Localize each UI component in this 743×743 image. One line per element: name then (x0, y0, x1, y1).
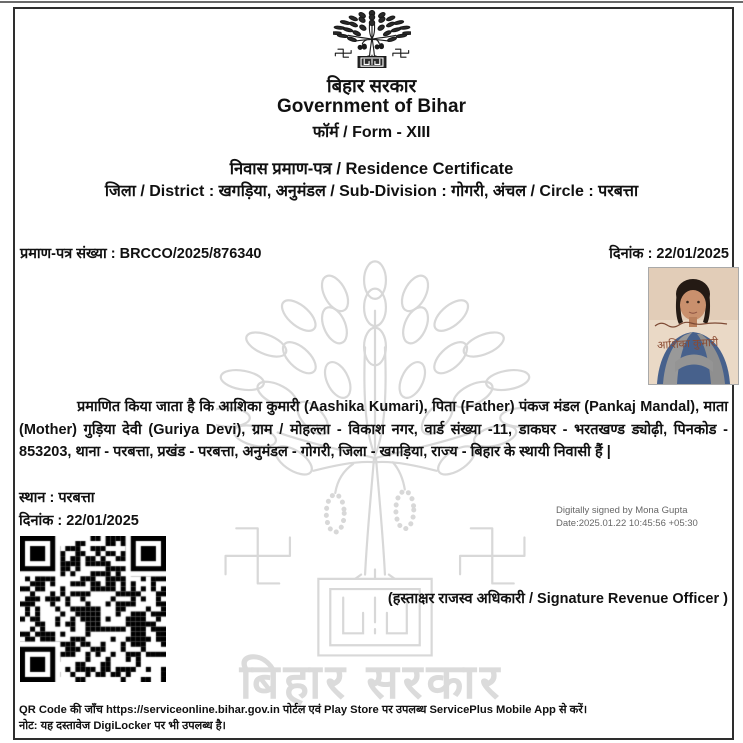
certificate-date-label: दिनांक : (609, 246, 657, 262)
digital-signature-block (556, 505, 698, 530)
page-top-edge (0, 1, 743, 3)
certificate-date-value: 22/01/2025 (656, 246, 729, 262)
footer-digilocker-note: नोट: यह दस्तावेज DigiLocker पर भी उपलब्ध है। (19, 719, 226, 732)
place-line (19, 487, 95, 507)
certificate-number (20, 243, 261, 263)
signing-date-value: 22/01/2025 (66, 513, 139, 529)
footer-notes (19, 703, 719, 734)
watermark-text: बिहार सरकार (239, 656, 504, 709)
title-english: Government of Bihar (277, 96, 466, 117)
revenue-officer-signature-line: (हस्ताक्षर राजस्व अधिकारी / Signature Revenue Officer ) (387, 591, 728, 607)
applicant-photo (648, 267, 739, 385)
digital-signature-line2: Date:2025.01.22 10:45:56 +05:30 (556, 517, 698, 529)
photo-signature-text: आशिका कुमारी (656, 336, 719, 352)
digital-signature-line1: Digitally signed by Mona Gupta (556, 505, 688, 516)
certificate-number-label: प्रमाण-पत्र संख्या : (20, 246, 120, 262)
place-value: परबत्ता (58, 490, 95, 506)
certificate-number-value: BRCCO/2025/876340 (119, 246, 262, 262)
place-label: स्थान : (19, 490, 59, 506)
certificate-body-paragraph: प्रमाणित किया जाता है कि आशिका कुमारी (Aashika Kumari), पिता (Father) पंकज मंडल (Pankaj Mandal), माता (Mother) गुड़िया देवी (Guriya Devi), ग्राम / मोहल्ला - विकाश नगर, वार्ड संख्या -11, डाकघर - भरतखण्ड ड्योढ़ी, पिनकोड - 853203, थाना - परबत्ता, प्रखंड - परबत्ता, अनुमंडल - गोगरी, जिला - खगड़िया, राज्य - बिहार के स्थायी निवासी हैं | (19, 399, 728, 460)
certificate-title: निवास प्रमाण-पत्र / Residence Certificate (229, 160, 514, 178)
footer-qr-note: QR Code की जाँच https://serviceonline.bihar.gov.in पोर्टल एवं Play Store पर उपलब्ध ServicePlus Mobile App से करें। (19, 704, 588, 716)
signing-date-line (19, 510, 139, 530)
bihar-govt-logo-icon (333, 10, 411, 68)
neck (689, 317, 697, 327)
title-hindi: बिहार सरकार (326, 75, 417, 96)
face (680, 290, 706, 320)
signing-date-label: दिनांक : (19, 513, 67, 529)
certificate-meta-row (20, 243, 729, 263)
qr-code (20, 536, 166, 682)
certificate-date (609, 243, 729, 263)
form-number-line: फॉर्म / Form - XIII (312, 124, 431, 141)
jurisdiction-line: जिला / District : खगड़िया, अनुमंडल / Sub-Division : गोगरी, अंचल / Circle : परबत्ता (104, 183, 639, 200)
